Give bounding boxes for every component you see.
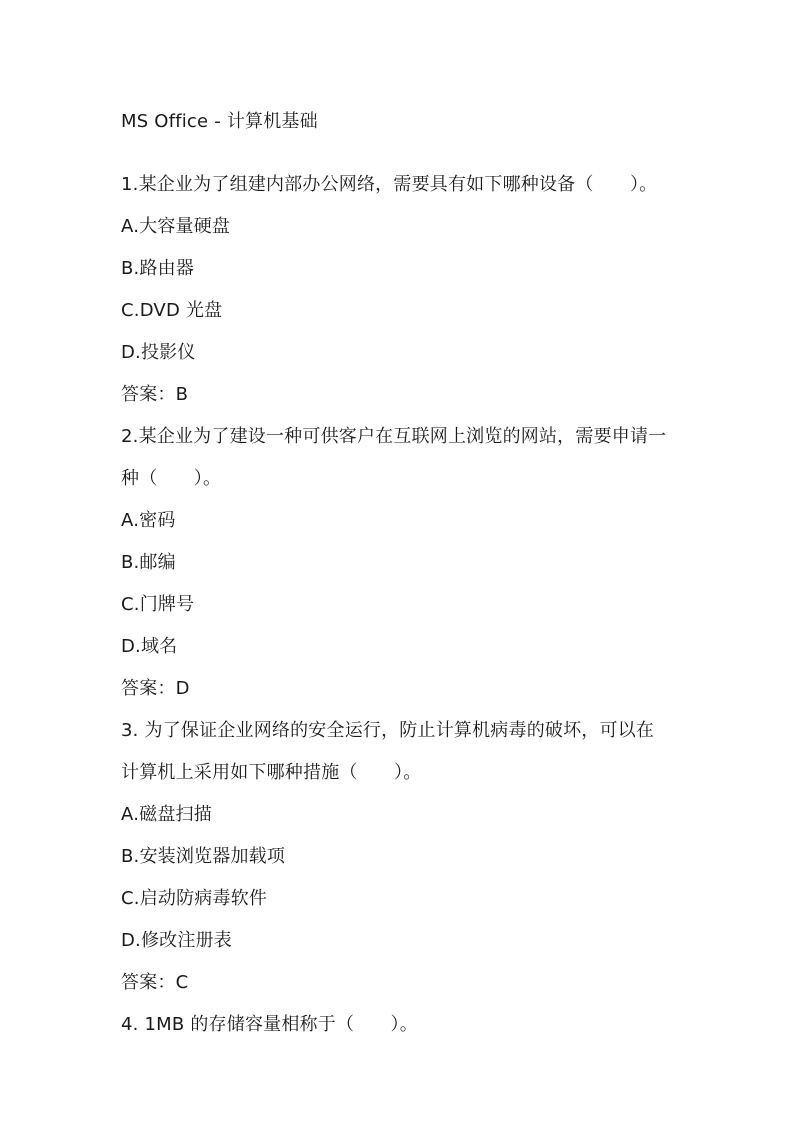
question-3-option-d: D.修改注册表	[121, 930, 232, 951]
question-2-option-c: C.门牌号	[121, 594, 195, 615]
question-1-option-b: B.路由器	[121, 258, 195, 279]
question-2-option-b: B.邮编	[121, 552, 176, 573]
question-3-option-b: B.安装浏览器加载项	[121, 846, 286, 867]
question-2-option-a: A.密码	[121, 510, 176, 531]
question-2-answer: 答案：D	[121, 678, 190, 699]
question-3-option-a: A.磁盘扫描	[121, 804, 212, 825]
question-2-stem-line-2: 种（ ）。	[121, 468, 222, 489]
question-3-stem-line-2: 计算机上采用如下哪种措施（ ）。	[121, 762, 422, 783]
question-1-option-a: A.大容量硬盘	[121, 216, 231, 237]
question-3-answer: 答案：C	[121, 972, 189, 993]
question-2-option-d: D.域名	[121, 636, 178, 657]
question-2-stem-line-1: 2.某企业为了建设一种可供客户在互联网上浏览的网站，需要申请一	[121, 426, 667, 447]
question-1-option-c: C.DVD 光盘	[121, 300, 223, 321]
question-1-option-d: D.投影仪	[121, 342, 196, 363]
question-1-stem: 1.某企业为了组建内部办公网络，需要具有如下哪种设备（ ）。	[121, 174, 658, 195]
question-3-stem-line-1: 3. 为了保证企业网络的安全运行，防止计算机病毒的破坏，可以在	[121, 720, 655, 741]
question-4-stem: 4. 1MB 的存储容量相称于（ ）。	[121, 1014, 418, 1035]
question-1-answer: 答案：B	[121, 384, 189, 405]
page-title: MS Office - 计算机基础	[121, 111, 318, 132]
question-3-option-c: C.启动防病毒软件	[121, 888, 268, 909]
